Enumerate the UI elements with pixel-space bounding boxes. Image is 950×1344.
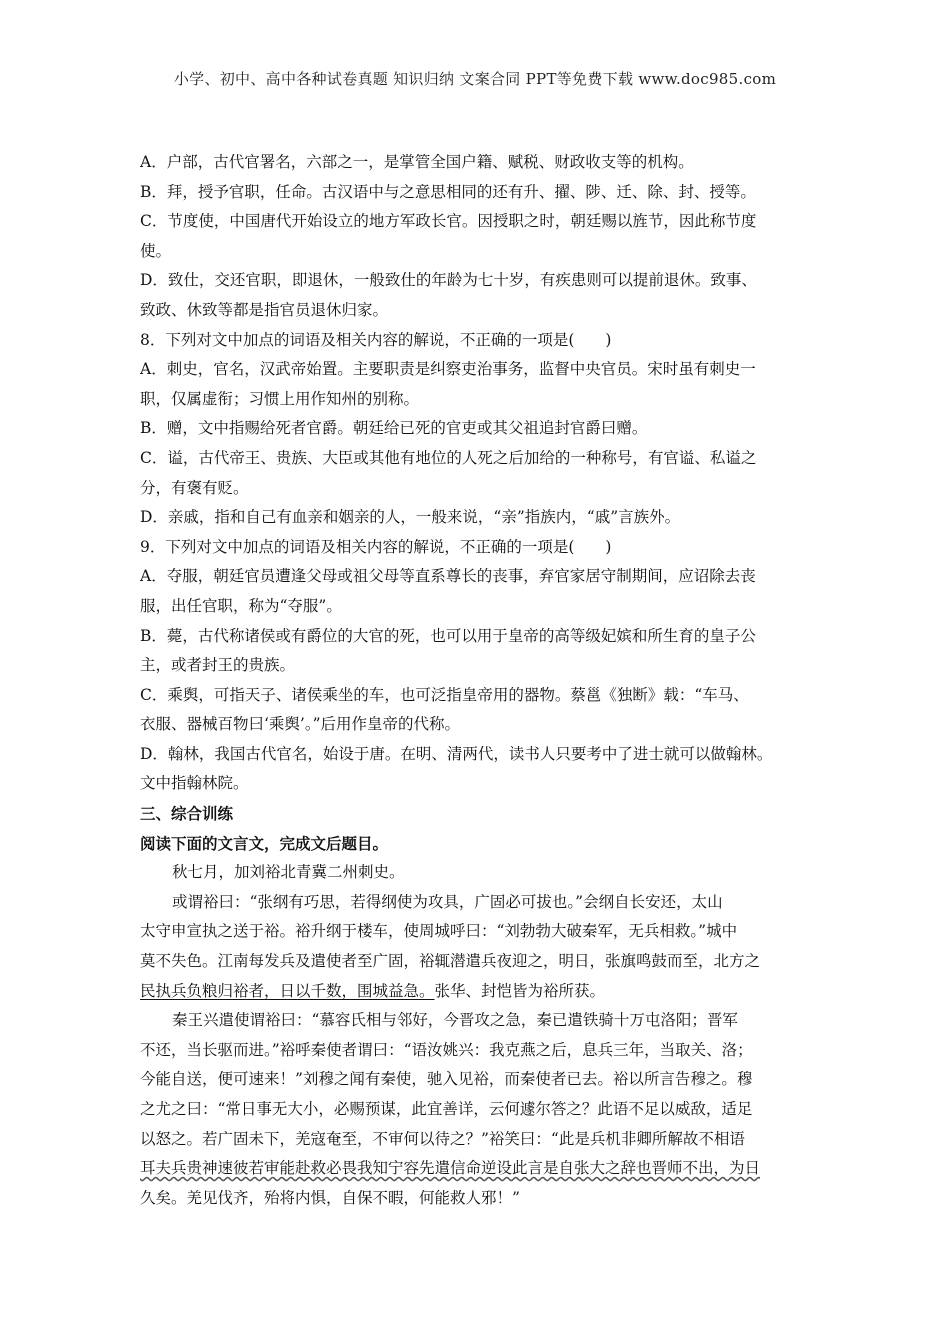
text-line: 太守申宣执之送于裕。裕升纲于楼车，使周城呼曰：“刘勃勃大破秦军，无兵相救。”城中 — [140, 922, 738, 941]
text-line: 衣服、器械百物曰‘乘舆’。”后用作皇帝的代称。 — [140, 715, 461, 734]
text-line: 职，仅属虚衔；习惯上用作知州的别称。 — [140, 389, 420, 408]
section-heading: 三、综合训练 — [140, 804, 234, 824]
text-line: 不还，当长驱而进。”裕呼秦使者谓曰：“语汝姚兴：我克燕之后，息兵三年，当取关、洛； — [140, 1040, 753, 1059]
text-line: D．翰林，我国古代官名，始设于唐。在明、清两代，读书人只要考中了进士就可以做翰林。 — [140, 744, 773, 763]
text-line: 秋七月，加刘裕北青冀二州刺史。 — [172, 863, 405, 882]
text-line: 分，有褒有贬。 — [140, 478, 249, 497]
text-line: 8．下列对文中加点的词语及相关内容的解说，不正确的一项是( ) — [140, 330, 612, 349]
text-line: 之尤之曰：“常日事无大小，必赐预谋，此宜善详，云何遽尔答之？此语不足以威敌，适足 — [140, 1100, 753, 1118]
page-header: 小学、初中、高中各种试卷真题 知识归纳 文案合同 PPT等免费下载 www.doc985.com — [173, 70, 777, 88]
text-line: D．致仕，交还官职，即退休，一般致仕的年龄为七十岁，有疾患则可以提前退休。致事、 — [140, 271, 757, 290]
text-line: C．乘舆，可指天子、诸侯乘坐的车，也可泛指皇帝用的器物。蔡邕《独断》载：“车马、 — [140, 685, 749, 704]
text-line: C．谥，古代帝王、贵族、大臣或其他有地位的人死之后加给的一种称号，有官谥、私谥之 — [140, 448, 757, 467]
text-line: A．夺服，朝廷官员遭逢父母或祖父母等直系尊长的丧事，弃官家居守制期间，应诏除去丧 — [140, 567, 756, 586]
text-line: B．薨，古代称诸侯或有爵位的大官的死，也可以用于皇帝的高等级妃嫔和所生育的皇子公 — [140, 626, 756, 645]
text-line: 民执兵负粮归裕者，日以千数，围城益急。张华、封恺皆为裕所获。 — [140, 981, 606, 1000]
text-line: A．刺史，官名，汉武帝始置。主要职责是纠察吏治事务，监督中央官员。宋时虽有刺史一 — [140, 360, 756, 379]
text-line: D．亲戚，指和自己有血亲和姻亲的人，一般来说，“亲”指族内，“戚”言族外。 — [140, 508, 681, 527]
text-line: B．赠，文中指赐给死者官爵。朝廷给已死的官吏或其父祖追封官爵曰赠。 — [140, 419, 648, 438]
text-line: C．节度使，中国唐代开始设立的地方军政长官。因授职之时，朝廷赐以旌节，因此称节度 — [140, 212, 757, 231]
text-line: 久矣。羌见伐齐，殆将内惧，自保不暇，何能救人邪！” — [140, 1188, 520, 1207]
text-line: 主，或者封王的贵族。 — [140, 656, 296, 675]
text-line: 莫不失色。江南每发兵及遣使者至广固，裕辄潜遣兵夜迎之，明日，张旗鸣鼓而至，北方之 — [140, 952, 761, 971]
text-line: 使。 — [140, 241, 172, 260]
text-line: 致政、休致等都是指官员退休归家。 — [140, 300, 389, 319]
text-line: 秦王兴遣使谓裕曰：“慕容氏相与邻好，今晋攻之急，秦已遣铁骑十万屯洛阳；晋军 — [172, 1011, 738, 1030]
text-line: 耳夫兵贵神速彼若审能赴救必畏我知宁容先遣信命逆设此言是自张大之辞也晋师不出，为日 — [140, 1159, 761, 1178]
section-heading: 阅读下面的文言文，完成文后题目。 — [140, 833, 389, 853]
text-line: 服，出任官职，称为“夺服”。 — [140, 596, 342, 615]
text-line: 9．下列对文中加点的词语及相关内容的解说，不正确的一项是( ) — [140, 537, 612, 556]
text-line: B．拜，授予官职，任命。古汉语中与之意思相同的还有升、擢、陟、迁、除、封、授等。 — [140, 182, 756, 201]
text-line: 以怒之。若广固未下，羌寇奄至，不审何以待之？”裕笑曰：“此是兵机非卿所解故不相语 — [140, 1129, 745, 1148]
text-line: 或谓裕曰：“张纲有巧思，若得纲使为攻具，广固必可拔也。”会纲自长安还，太山 — [172, 892, 723, 911]
text-line: A．户部，古代官署名，六部之一，是掌管全国户籍、赋税、财政收支等的机构。 — [140, 153, 694, 171]
document-body — [140, 148, 812, 1213]
text-line: 文中指翰林院。 — [140, 774, 249, 793]
text-line: 今能自送，便可速来！”刘穆之闻有秦使，驰入见裕，而秦使者已去。裕以所言告穆之。穆 — [140, 1070, 753, 1089]
